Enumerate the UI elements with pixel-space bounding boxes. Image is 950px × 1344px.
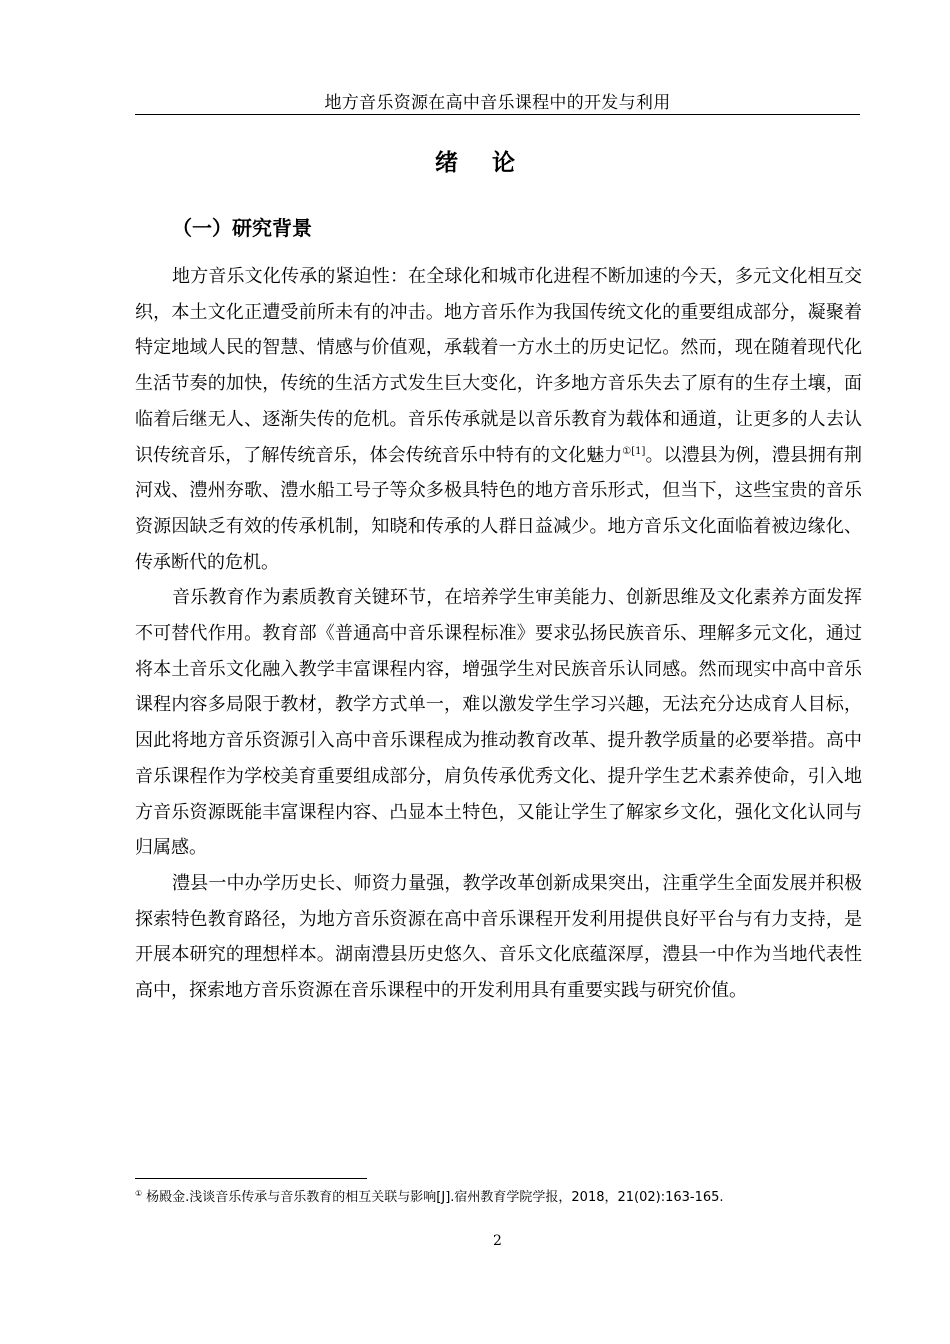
page-number: 2 xyxy=(493,1233,502,1249)
paragraph-3: 澧县一中办学历史长、师资力量强，教学改革创新成果突出，注重学生全面发展并积极探索特色教育路径，为地方音乐资源在高中音乐课程开发利用提供良好平台与有力支持，是开展本研究的理想样本。湖南澧县历史悠久、音乐文化底蕴深厚，澧县一中作为当地代表性高中，探索地方音乐资源在音乐课程中的开发利用具有重要实践与研究价值。 xyxy=(135,872,862,1002)
body-text xyxy=(135,259,862,1009)
paragraph-1-text: 地方音乐文化传承的紧迫性：在全球化和城市化进程不断加速的今天，多元文化相互交织，本土文化正遭受前所未有的冲击。地方音乐作为我国传统文化的重要组成部分，凝聚着特定地域人民的智慧、情感与价值观，承载着一方水土的历史记忆。然而，现在随着现代化生活节奏的加快，传统的生活方式发生巨大变化，许多地方音乐失去了原有的生存土壤，面临着后继无人、逐渐失传的危机。音乐传承就是以音乐教育为载体和通道，让更多的人去认识传统音乐，了解传统音乐，体会传统音乐中特有的文化魅力 xyxy=(135,266,862,466)
running-header: 地方音乐资源在高中音乐课程中的开发与利用 xyxy=(324,93,671,113)
paragraph-2: 音乐教育作为素质教育关键环节，在培养学生审美能力、创新思维及文化素养方面发挥不可替代作用。教育部《普通高中音乐课程标准》要求弘扬民族音乐、理解多元文化，通过将本土音乐文化融入教学丰富课程内容，增强学生对民族音乐认同感。然而现实中高中音乐课程内容多局限于教材，教学方式单一，难以激发学生学习兴趣，无法充分达成育人目标，因此将地方音乐资源引入高中音乐课程成为推动教育改革、提升教学质量的必要举措。高中音乐课程作为学校美育重要组成部分，肩负传承优秀文化、提升学生艺术素养使命，引入地方音乐资源既能丰富课程内容、凸显本土特色，又能让学生了解家乡文化，强化文化认同与归属感。 xyxy=(135,587,862,859)
footnote-rule xyxy=(135,1178,367,1179)
section-heading: （一）研究背景 xyxy=(172,216,312,240)
paragraph-1-continuation: 。以澧县为例，澧县拥有荆河戏、澧州夯歌、澧水船工号子等众多极具特色的地方音乐形式，但当下，这些宝贵的音乐资源因缺乏有效的传承机制，知晓和传承的人群日益减少。地方音乐文化面临着被边缘化、传承断代的危机。 xyxy=(135,444,863,573)
chapter-title: 绪论 xyxy=(435,149,549,176)
footnote-reference: ①[1] xyxy=(622,445,646,457)
footnote-text: 杨殿金.浅谈音乐传承与音乐教育的相互关联与影响[J].宿州教育学院学报，2018，21(02):163-165. xyxy=(146,1190,724,1205)
footnote-marker: ① xyxy=(135,1189,143,1198)
footnote xyxy=(135,1188,860,1208)
header-rule xyxy=(135,114,860,115)
paragraph-1 xyxy=(135,259,862,580)
